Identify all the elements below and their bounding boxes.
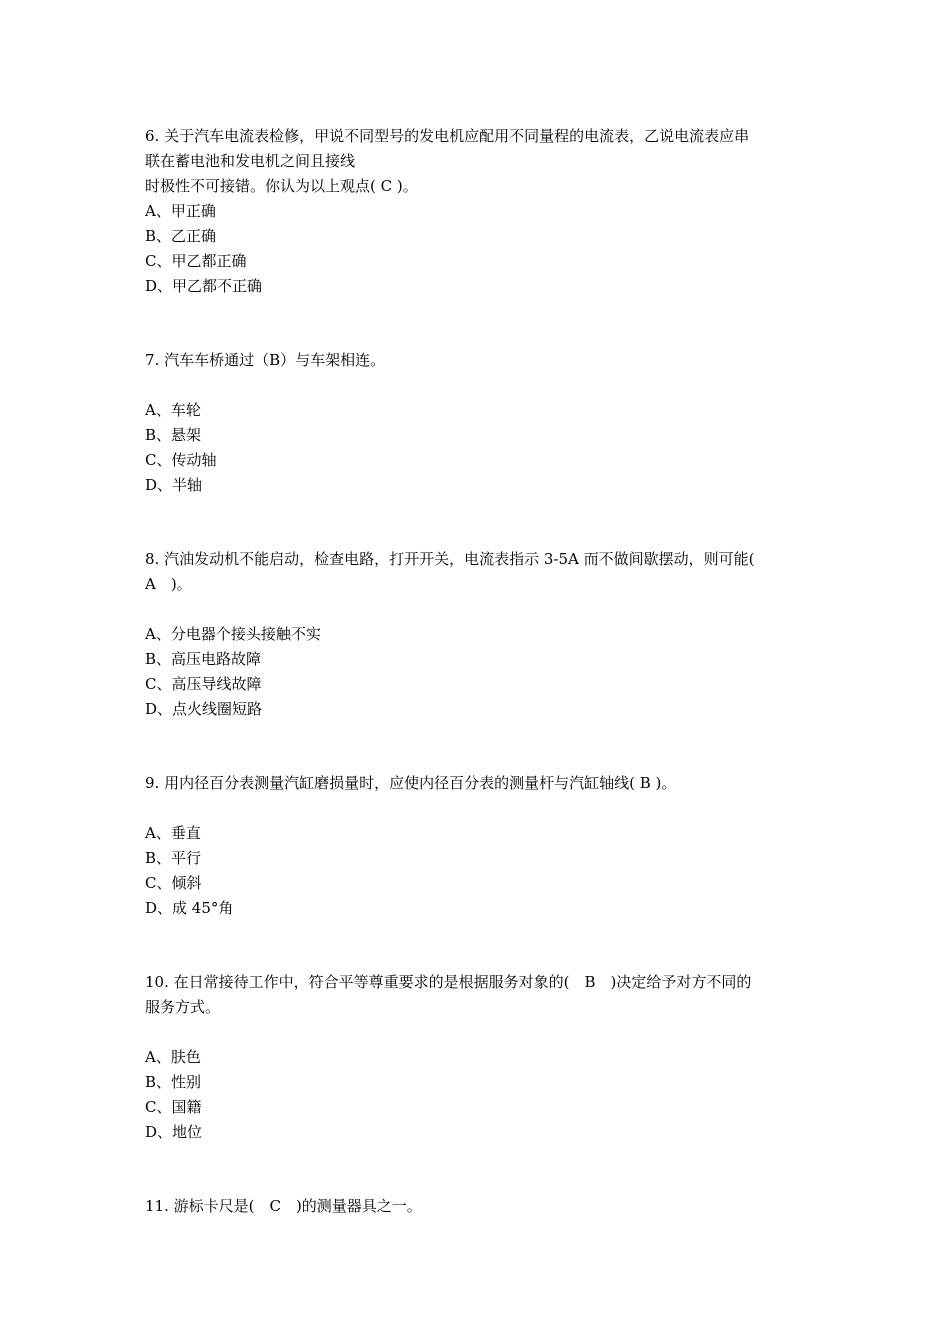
question-8-line-2: A )。 (145, 575, 192, 593)
question-6-option-a: A、甲正确 (145, 202, 216, 220)
question-8-option-b: B、高压电路故障 (145, 650, 262, 668)
question-6-line-2: 联在蓄电池和发电机之间且接线 (145, 152, 356, 170)
question-8-option-a: A、分电器个接头接触不实 (145, 625, 321, 643)
question-8-option-d: D、点火线圈短路 (145, 700, 263, 718)
question-9-option-b: B、平行 (145, 849, 202, 867)
question-9-option-a: A、垂直 (145, 824, 201, 842)
question-6-option-c: C、甲乙都正确 (145, 252, 247, 270)
question-10-line-1: 10. 在日常接待工作中，符合平等尊重要求的是根据服务对象的( B )决定给予对方不同的 (145, 973, 752, 991)
question-7-option-d: D、半轴 (145, 476, 203, 494)
question-9-option-d: D、成 45°角 (145, 899, 234, 917)
question-6-option-b: B、乙正确 (145, 227, 217, 245)
question-10-option-d: D、地位 (145, 1123, 203, 1141)
question-8-option-c: C、高压导线故障 (145, 675, 262, 693)
question-10-line-2: 服务方式。 (145, 998, 221, 1016)
question-7-option-a: A、车轮 (145, 401, 201, 419)
question-10-option-a: A、肤色 (145, 1048, 201, 1066)
question-7-option-b: B、悬架 (145, 426, 202, 444)
question-8-line-1: 8. 汽油发动机不能启动，检查电路，打开开关，电流表指示 3-5A 而不做间歇摆动，则可能( (145, 550, 755, 568)
question-7-option-c: C、传动轴 (145, 451, 217, 469)
question-7-line-1: 7. 汽车车桥通过（B）与车架相连。 (145, 351, 386, 369)
question-9-line-1: 9. 用内径百分表测量汽缸磨损量时，应使内径百分表的测量杆与汽缸轴线( B )。 (145, 774, 677, 792)
question-11-line-1: 11. 游标卡尺是( C )的测量器具之一。 (145, 1197, 422, 1215)
question-10-option-c: C、国籍 (145, 1098, 202, 1116)
question-6-line-1: 6. 关于汽车电流表检修，甲说不同型号的发电机应配用不同量程的电流表，乙说电流表应串 (145, 127, 750, 145)
question-6-option-d: D、甲乙都不正确 (145, 277, 263, 295)
question-10-option-b: B、性别 (145, 1073, 202, 1091)
question-6-line-3: 时极性不可接错。你认为以上观点( C )。 (145, 177, 418, 195)
question-9-option-c: C、倾斜 (145, 874, 202, 892)
